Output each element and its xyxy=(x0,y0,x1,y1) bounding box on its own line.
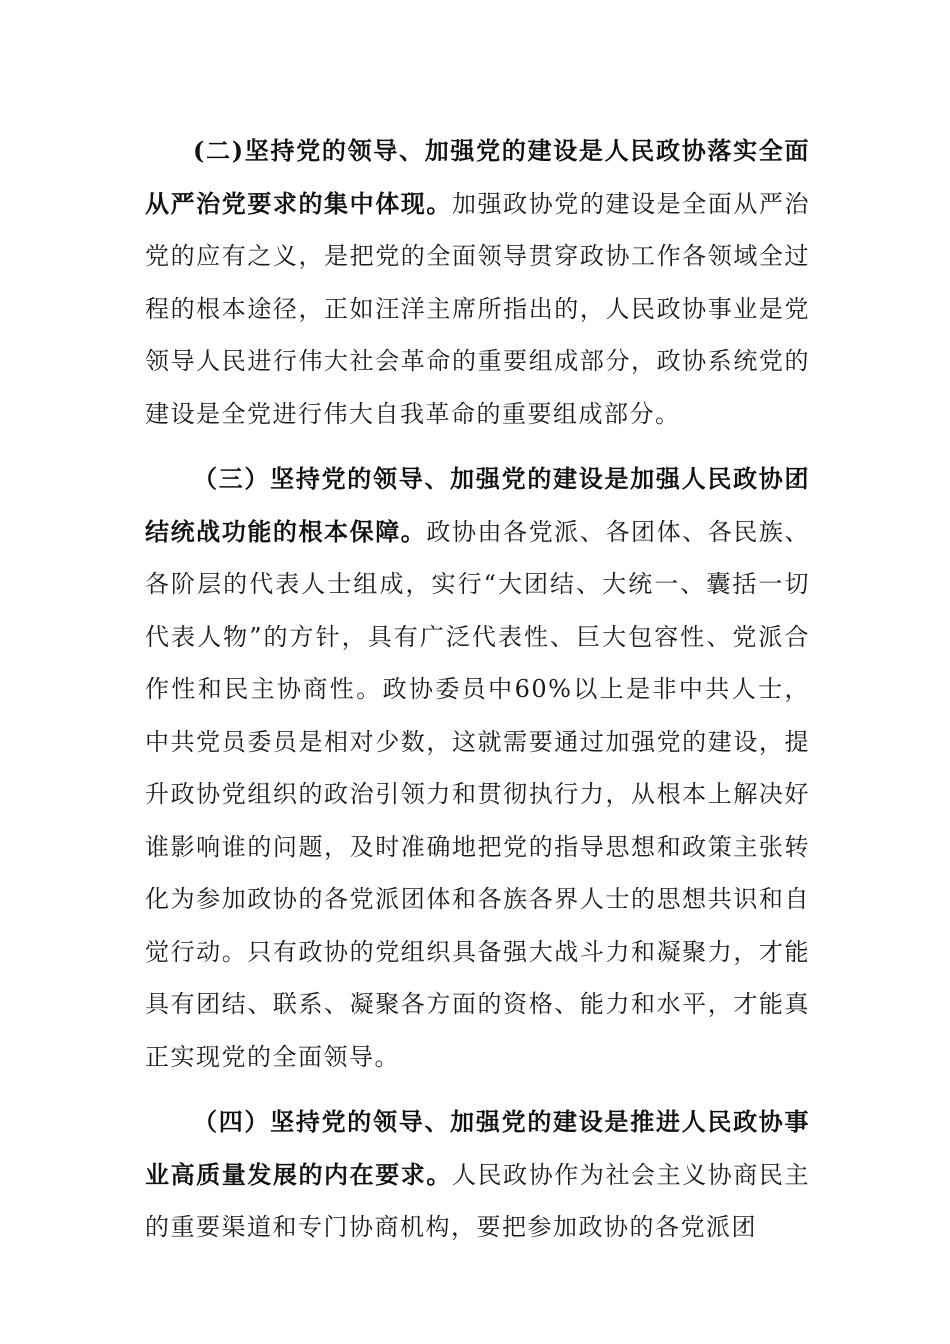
paragraph-heading: (二)坚持党的领导、加强党的建设是人民政协落实全面从严治党要求的集中体现。 xyxy=(145,136,810,218)
paragraph-text: 人民政协作为社会主义协商民主的重要渠道和专门协商机构，要把参加政协的各党派团 xyxy=(145,1160,811,1241)
paragraph-text: 加强政协党的建设是全面从严治党的应有之义，是把党的全面领导贯穿政协工作各领域全过程的根本途径，正如汪洋主席所指出的，人民政协事业是党领导人民进行伟大社会革命的重要组成部分，政协系统党的建设是全党进行伟大自我革命的重要组成部分。 xyxy=(145,189,811,428)
paragraph-4 xyxy=(145,1096,810,1254)
paragraph-heading: （四）坚持党的领导、加强党的建设是推进人民政协事业高质量发展的内在要求。 xyxy=(145,1107,810,1189)
paragraph-2 xyxy=(145,125,810,440)
paragraph-text: 政协由各党派、各团体、各民族、各阶层的代表人士组成，实行“大团结、大统一、囊括一切代表人物”的方针，具有广泛代表性、巨大包容性、党派合作性和民主协商性。政协委员中60%以上是非中共人士，中共党员委员是相对少数，这就需要通过加强党的建设，提升政协党组织的政治引领力和贯彻执行力，从根本上解决好谁影响谁的问题，及时准确地把党的指导思想和政策主张转化为参加政协的各党派团体和各族各界人士的思想共识和自觉行动。只有政协的党组织具备强大战斗力和凝聚力，才能具有团结、联系、凝聚各方面的资格、能力和水平，才能真正实现党的全面领导。 xyxy=(145,517,811,1071)
paragraph-3 xyxy=(145,453,810,1083)
document-body xyxy=(145,125,810,1267)
paragraph-heading: （三）坚持党的领导、加强党的建设是加强人民政协团结统战功能的根本保障。 xyxy=(145,464,810,546)
